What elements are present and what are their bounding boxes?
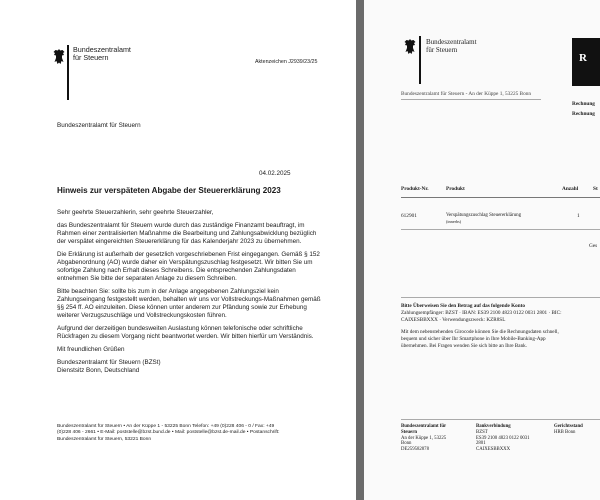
footer-line-1: Bundeszentralamt für Steuern • An der Küppe 1 - 53225 Bonn Telefon: +49 (0)228 406 - 0 / Fax: +49	[57, 424, 275, 429]
side-label-2: Rechnung	[572, 111, 595, 117]
row-product-nr: 612901	[401, 213, 417, 219]
footer-col-bank	[476, 424, 551, 453]
footer-col-court	[554, 424, 599, 436]
payment-heading: Bitte Überweisen Sie den Betrag auf das folgende Konto	[401, 303, 525, 309]
row-qty: 1	[577, 213, 580, 219]
footer-col1-line-1: Bundeszentralamt für	[401, 424, 447, 429]
letter-footer	[57, 424, 327, 443]
footer-col1-line-3: An der Küppe 1, 53225	[401, 435, 447, 441]
footer-col1-line-5: DE259582878	[401, 447, 429, 453]
logo-bar	[67, 45, 69, 100]
girocode-line-3: übernehmen. Bei Fragen wenden Sie sich bitte an Ihre Bank.	[401, 342, 528, 349]
row-product-line-2: (innerbs)	[446, 219, 462, 224]
col-header-st: St	[593, 186, 598, 192]
federal-eagle-icon	[404, 38, 416, 56]
salutation: Sehr geehrte Steuerzahlerin, sehr geehrte Steuerzahler,	[57, 209, 214, 216]
recipient: Bundeszentralamt für Steuern	[57, 122, 141, 129]
logo-line-2: für Steuern	[73, 53, 109, 63]
letter-logo-text	[73, 46, 131, 63]
footer-col2-line-4: CAIXESBBXXX	[476, 447, 511, 453]
footer-line-3: Bundeszentralamt für Steuern, 53221 Bonn	[57, 436, 152, 442]
payment-line-2: CAIXESBBXXX · Verwendungszweck: KZR8SL	[401, 316, 506, 323]
paragraph-2: Die Erklärung ist außerhalb der gesetzlich vorgeschriebenen Frist eingegangen. Gemäß § 152 Abgabenordnung (AO) wurde daher ein Verspätungszuschlag festgesetzt. Wir bitten Sie um sofortige Zahlung nach Erhalt dieses Schreibens. Die entsprechenden Zahlungsdaten entnehmen Sie bitte der separaten Anlage zu diesem Schreiben.	[57, 251, 320, 282]
sender-line: Bundeszentralamt für Steuern - An der Küppe 1, 53225 Bonn	[401, 91, 532, 97]
col-header-product: Produkt	[446, 186, 465, 192]
invoice-title-box	[572, 38, 600, 86]
footer-rule	[401, 419, 600, 420]
footer-col3-title: Gerichtsstand	[554, 424, 583, 429]
row-product	[446, 213, 521, 225]
letter-title: Hinweis zur verspäteten Abgabe der Steuererklärung 2023	[57, 186, 281, 195]
federal-eagle-icon	[53, 48, 65, 66]
side-label-1: Rechnung	[572, 101, 595, 107]
girocode-line-1: Mit dem nebenstehenden Girocode können Sie die Rechnungsdaten schnell,	[401, 329, 559, 336]
footer-col2-line-3: 2801	[476, 441, 486, 447]
footer-col2-line-1: BZST	[476, 429, 488, 435]
signature-line-1: Bundeszentralamt für Steuern (BZSt)	[57, 359, 161, 367]
footer-col1-line-2: Steuern	[401, 429, 417, 435]
letter-date: 04.02.2025	[259, 170, 291, 177]
signature-line-2: Dienstsitz Bonn, Deutschland	[57, 367, 140, 375]
sender-underline	[401, 99, 541, 100]
paragraph-3: Bitte beachten Sie: sollte bis zum in der Anlage angegebenen Zahlungsziel kein Zahlungseingang festgestellt werden, behalten wir uns vor Vollstreckungs-Maßnahmen gemäß §§ 254 ff. AO einzuleiten. Diese können unter anderem zur Pfändung sowie zur Erhebung weiterer Verzugszuschläge und Vollstreckungskosten führen.	[57, 288, 321, 319]
col-header-qty: Anzahl	[562, 186, 579, 192]
footer-col2-line-2: ES39 2100 4823 0122 0031	[476, 435, 530, 441]
footer-col3-line-1: HRB Bonn	[554, 429, 576, 435]
letter-body	[57, 209, 325, 375]
payment-rule	[401, 297, 600, 298]
footer-col2-title: Bankverbindung	[476, 424, 511, 429]
table-header-rule	[401, 197, 600, 198]
footer-line-2: (0)228 406 - 2661 • E-Mail: poststelle@bzst.bund.de • Mail: poststelle@bzst.de-mail.de • Postanschrift:	[57, 430, 280, 436]
payment-line-1: Zahlungsempfänger: BZST · IBAN: ES39 2100 4823 0122 0031 2801 · BIC:	[401, 309, 562, 316]
paragraph-4: Aufgrund der derzeitigen bundesweiten Auslastung können telefonische oder schriftliche Rückfragen zu diesem Vorgang nicht beantwortet werden. Wir bitten hierfür um Verständnis.	[57, 325, 314, 340]
logo-line-1: Bundeszentralamt	[73, 45, 131, 54]
aktenzeichen: Aktenzeichen J2939/23/25	[255, 59, 318, 65]
row-product-line-1: Verspätungszuschlag Steuererklärung	[446, 213, 522, 218]
invoice-logo-text	[426, 38, 477, 55]
table-row-rule	[401, 229, 600, 230]
footer-col1-line-4: Bonn	[401, 441, 412, 447]
col-header-nr: Produkt-Nr.	[401, 186, 429, 192]
girocode-line-2: bequem und sicher über Ihr Smartphone in Ihre Mobile-Banking-App	[401, 336, 546, 343]
total-label: Ges	[589, 243, 598, 249]
closing: Mit freundlichen Grüßen	[57, 346, 125, 354]
logo-line-1: Bundeszentralamt	[426, 38, 477, 46]
logo-line-2: für Steuern	[426, 46, 458, 55]
logo-bar	[419, 36, 421, 84]
paragraph-1: das Bundeszentralamt für Steuern wurde durch das zuständige Finanzamt beauftragt, im Rahmen einer zentralisierten Maßnahme die Bearbeitung und Zahlungsabwicklung bezüglich der verspätet eingereichten Steuererklärung für das Kalenderjahr 2023 zu übernehmen.	[57, 222, 317, 246]
invoice-title-letter: R	[579, 52, 587, 64]
footer-col-address	[401, 424, 469, 453]
invoice-page	[364, 0, 600, 500]
payment-block	[401, 303, 600, 350]
